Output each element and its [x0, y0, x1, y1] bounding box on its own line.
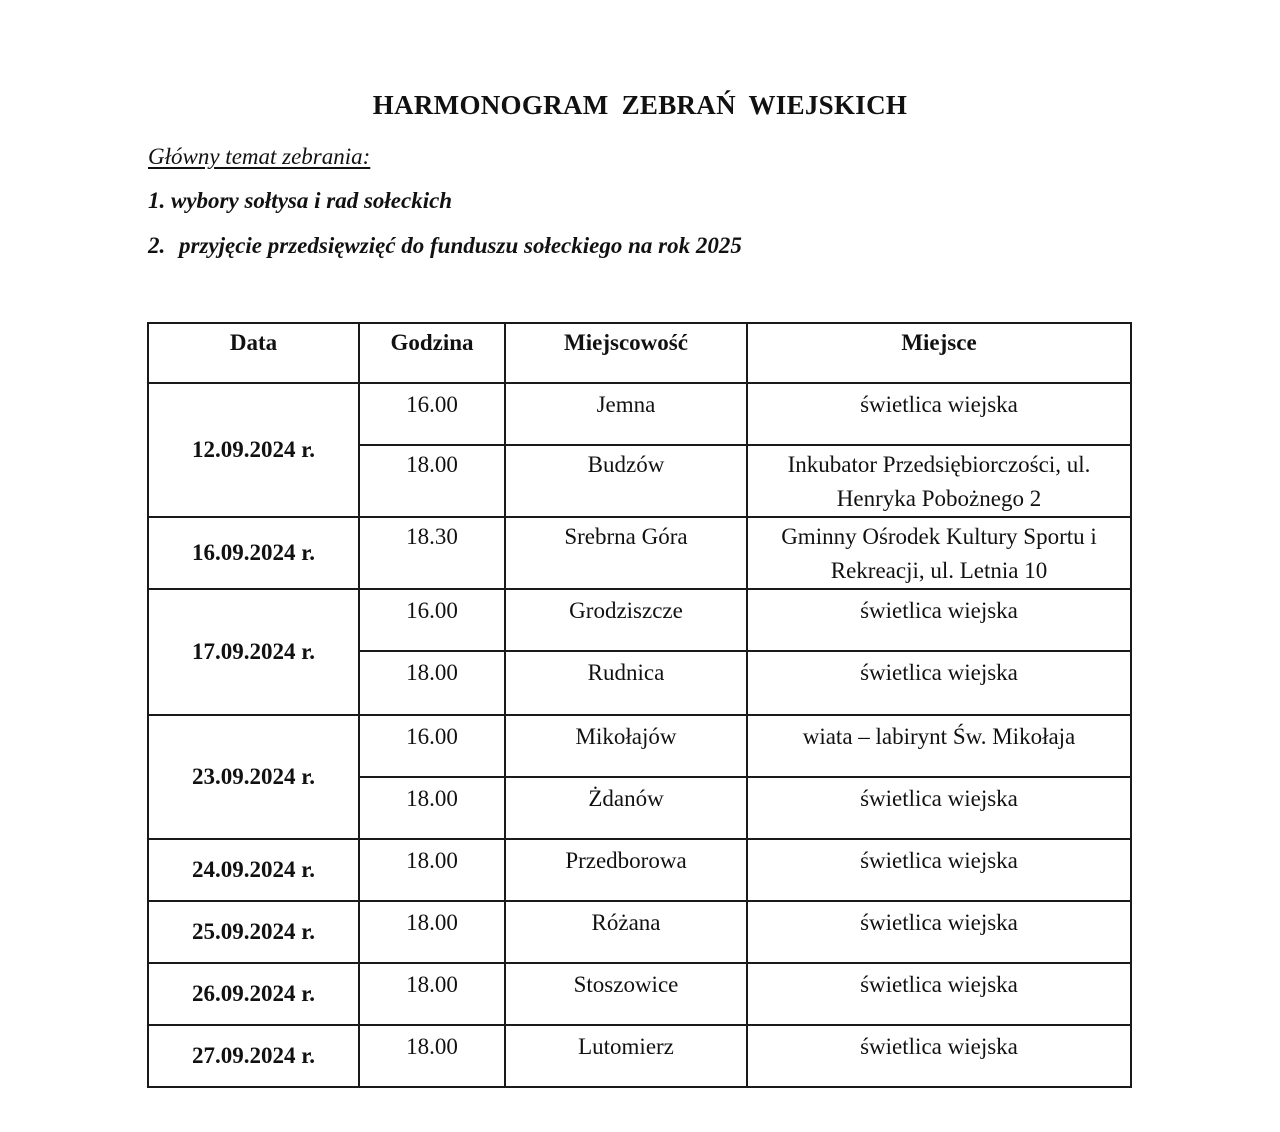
- town-cell: Przedborowa: [505, 839, 747, 901]
- place-cell: świetlica wiejska: [747, 589, 1131, 651]
- date-cell: 23.09.2024 r.: [148, 715, 359, 839]
- hour-cell: 18.30: [359, 517, 505, 589]
- hour-cell: 16.00: [359, 589, 505, 651]
- hour-cell: 18.00: [359, 445, 505, 517]
- hour-cell: 18.00: [359, 777, 505, 839]
- table-row: [148, 839, 1131, 901]
- date-cell: 12.09.2024 r.: [148, 383, 359, 517]
- schedule-table: [147, 322, 1132, 1088]
- topic-text: przyjęcie przedsięwzięć do funduszu sołeckiego na rok 2025: [179, 233, 742, 258]
- place-cell: świetlica wiejska: [747, 1025, 1131, 1087]
- header-hour: Godzina: [359, 323, 505, 383]
- table-row: [148, 383, 1131, 445]
- date-cell: 25.09.2024 r.: [148, 901, 359, 963]
- town-cell: Różana: [505, 901, 747, 963]
- place-cell: świetlica wiejska: [747, 383, 1131, 445]
- topic-number: 1.: [148, 188, 166, 213]
- place-cell: Gminny Ośrodek Kultury Sportu i Rekreacji, ul. Letnia 10: [747, 517, 1131, 589]
- table-row: [148, 517, 1131, 589]
- hour-cell: 16.00: [359, 383, 505, 445]
- table-row: [148, 901, 1131, 963]
- hour-cell: 18.00: [359, 839, 505, 901]
- date-cell: 16.09.2024 r.: [148, 517, 359, 589]
- hour-cell: 18.00: [359, 901, 505, 963]
- document-title: HARMONOGRAM ZEBRAŃ WIEJSKICH: [372, 90, 908, 120]
- topic-item: [148, 188, 452, 214]
- header-date: Data: [148, 323, 359, 383]
- town-cell: Stoszowice: [505, 963, 747, 1025]
- hour-cell: 16.00: [359, 715, 505, 777]
- hour-cell: 18.00: [359, 651, 505, 715]
- date-cell: 27.09.2024 r.: [148, 1025, 359, 1087]
- table-header-row: [148, 323, 1131, 383]
- town-cell: Budzów: [505, 445, 747, 517]
- date-cell: 17.09.2024 r.: [148, 589, 359, 715]
- town-cell: Żdanów: [505, 777, 747, 839]
- town-cell: Rudnica: [505, 651, 747, 715]
- date-cell: 26.09.2024 r.: [148, 963, 359, 1025]
- town-cell: Lutomierz: [505, 1025, 747, 1087]
- header-place: Miejsce: [747, 323, 1131, 383]
- place-cell: wiata – labirynt Św. Mikołaja: [747, 715, 1131, 777]
- place-cell: świetlica wiejska: [747, 651, 1131, 715]
- town-cell: Jemna: [505, 383, 747, 445]
- date-cell: 24.09.2024 r.: [148, 839, 359, 901]
- town-cell: Srebrna Góra: [505, 517, 747, 589]
- place-cell: świetlica wiejska: [747, 901, 1131, 963]
- table-row: [148, 1025, 1131, 1087]
- hour-cell: 18.00: [359, 1025, 505, 1087]
- place-cell: świetlica wiejska: [747, 963, 1131, 1025]
- header-town: Miejscowość: [505, 323, 747, 383]
- town-cell: Grodziszcze: [505, 589, 747, 651]
- topic-number: 2.: [148, 233, 166, 258]
- hour-cell: 18.00: [359, 963, 505, 1025]
- place-cell: świetlica wiejska: [747, 777, 1131, 839]
- place-cell: świetlica wiejska: [747, 839, 1131, 901]
- place-cell: Inkubator Przedsiębiorczości, ul. Henryka Pobożnego 2: [747, 445, 1131, 517]
- table-row: [148, 589, 1131, 651]
- subject-label: Główny temat zebrania:: [148, 144, 371, 169]
- topic-item: [148, 233, 742, 259]
- table-row: [148, 715, 1131, 777]
- table-row: [148, 963, 1131, 1025]
- topic-text: wybory sołtysa i rad sołeckich: [171, 188, 453, 213]
- town-cell: Mikołajów: [505, 715, 747, 777]
